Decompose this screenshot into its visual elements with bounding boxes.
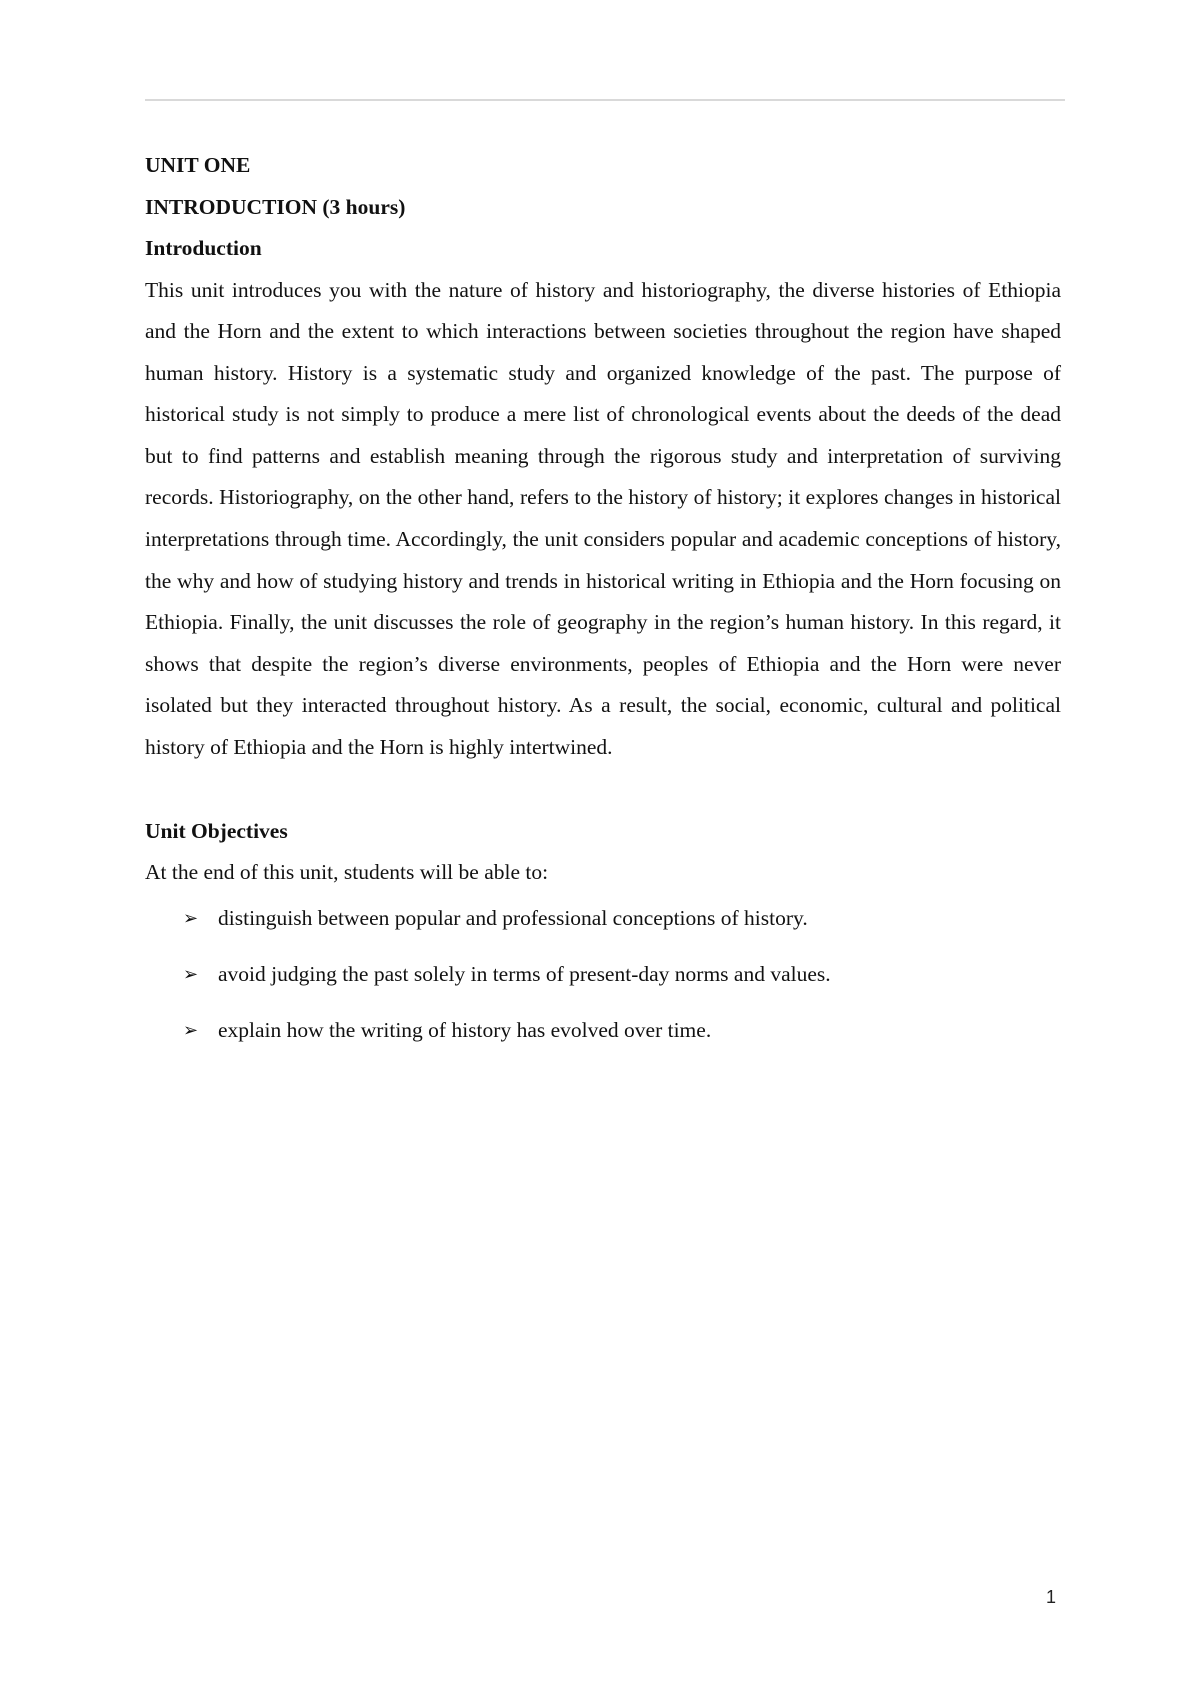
header-rule — [145, 99, 1065, 101]
objective-item — [145, 898, 1061, 940]
objectives-list — [145, 898, 1061, 1052]
objective-text: avoid judging the past solely in terms of present-day norms and values. — [218, 961, 831, 986]
objective-text: distinguish between popular and professional conceptions of history. — [218, 905, 808, 930]
arrow-bullet-icon: ➢ — [183, 907, 199, 929]
arrow-bullet-icon: ➢ — [183, 963, 199, 985]
section-heading: Introduction — [145, 236, 262, 260]
objectives-intro: At the end of this unit, students will be able to: — [145, 860, 549, 885]
document-body — [145, 145, 1061, 1066]
unit-title: UNIT ONE — [145, 153, 251, 177]
objective-item — [145, 954, 1061, 996]
unit-subtitle: INTRODUCTION (3 hours) — [145, 194, 406, 219]
objective-text: explain how the writing of history has evolved over time. — [218, 1017, 712, 1042]
objective-item — [145, 1010, 1061, 1052]
objectives-heading: Unit Objectives — [145, 818, 288, 843]
page-number: 1 — [1046, 1587, 1057, 1607]
arrow-bullet-icon: ➢ — [183, 1019, 199, 1041]
intro-paragraph: This unit introduces you with the nature of history and historiography, the diverse histories of Ethiopia and the Horn and the extent to which interactions between societies throughout the region have shaped human history. History is a systematic study and organized knowledge of the past. The purpose of historical study is not simply to produce a mere list of chronological events about the deeds of the dead but to find patterns and establish meaning through the rigorous study and interpretation of surviving records. Historiography, on the other hand, refers to the history of history; it explores changes in historical interpretations through time. Accordingly, the unit considers popular and academic conceptions of history, the why and how of studying history and trends in historical writing in Ethiopia and the Horn focusing on Ethiopia. Finally, the unit discusses the role of geography in the region’s human history. In this regard, it shows that despite the region’s diverse environments, peoples of Ethiopia and the Horn were never isolated but they interacted throughout history. As a result, the social, economic, cultural and political history of Ethiopia and the Horn is highly intertwined. — [145, 277, 1061, 760]
